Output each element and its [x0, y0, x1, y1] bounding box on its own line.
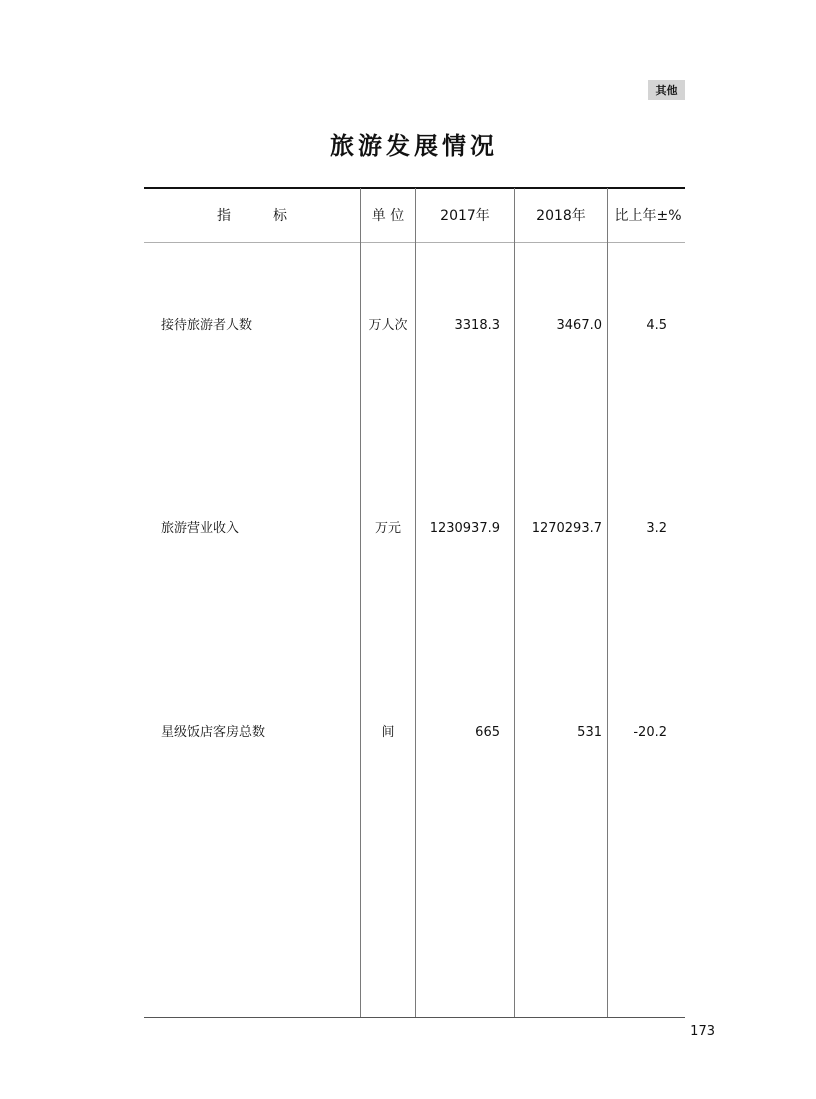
- row-value-2017: 665: [475, 725, 500, 740]
- header-unit: 单 位: [371, 208, 405, 224]
- header-change: 比上年±%: [614, 208, 682, 224]
- header-2018: 2018年: [536, 208, 586, 224]
- header-indicator: 指 标: [217, 208, 287, 224]
- column-divider: [607, 188, 608, 1017]
- row-indicator: 星级饭店客房总数: [161, 725, 266, 740]
- row-change: 4.5: [646, 318, 667, 333]
- page-number: 173: [690, 1024, 715, 1039]
- row-indicator: 旅游营业收入: [161, 521, 240, 536]
- header-2017: 2017年: [440, 208, 490, 224]
- row-value-2018: 1270293.7: [531, 521, 602, 536]
- page-title: 旅游发展情况: [330, 131, 498, 160]
- row-unit: 万元: [374, 521, 401, 536]
- row-indicator: 接待旅游者人数: [161, 318, 253, 333]
- column-divider: [360, 188, 361, 1017]
- column-divider: [514, 188, 515, 1017]
- row-change: -20.2: [633, 725, 667, 740]
- row-change: 3.2: [646, 521, 667, 536]
- table-bottom-rule: [144, 1017, 685, 1018]
- row-value-2017: 1230937.9: [429, 521, 500, 536]
- row-unit: 间: [381, 725, 395, 740]
- row-value-2018: 531: [577, 725, 602, 740]
- column-divider: [415, 188, 416, 1017]
- row-value-2018: 3467.0: [556, 318, 602, 333]
- row-value-2017: 3318.3: [454, 318, 500, 333]
- row-unit: 万人次: [368, 318, 408, 333]
- section-tag: 其他: [648, 80, 685, 100]
